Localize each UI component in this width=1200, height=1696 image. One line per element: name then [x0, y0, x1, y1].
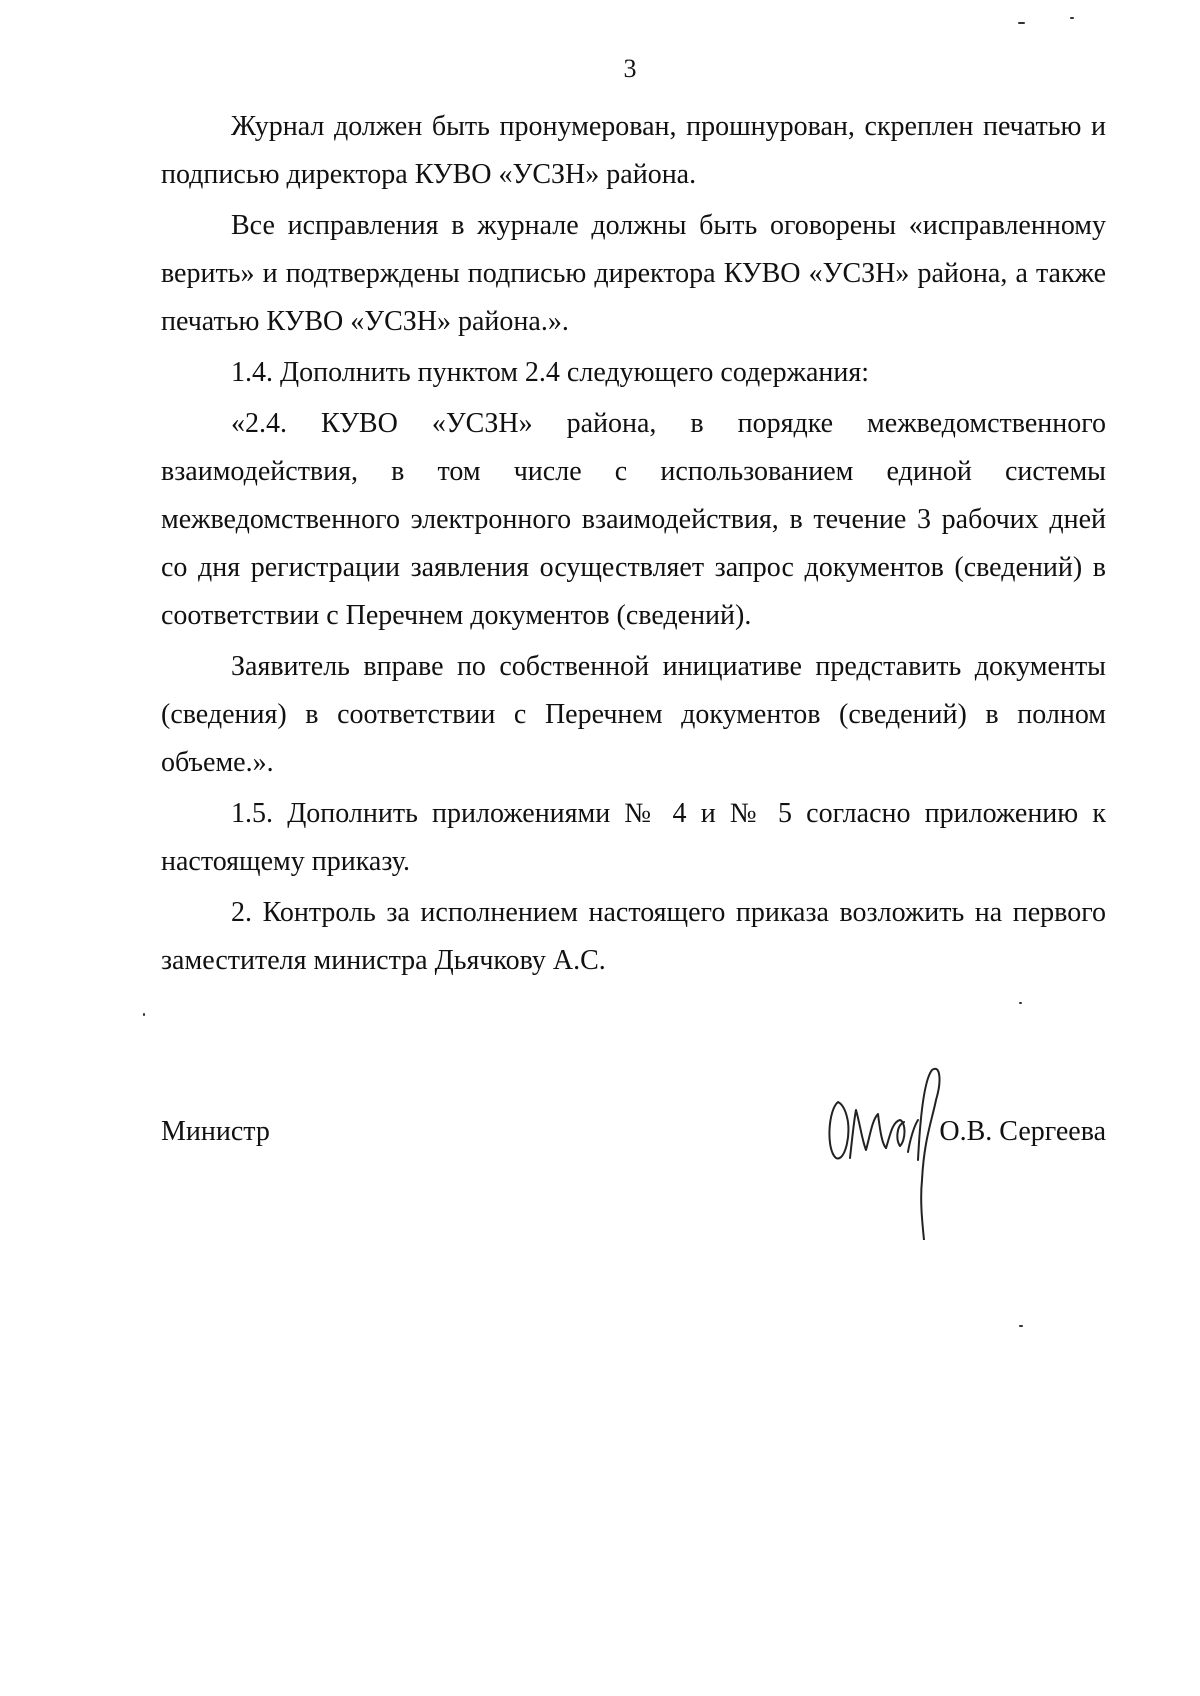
paragraph-item-1-4: 1.4. Дополнить пунктом 2.4 следующего содержания: [231, 357, 870, 388]
document-body [161, 103, 1106, 988]
scan-speck [1018, 22, 1025, 24]
signatory-name: О.В. Сергеева [939, 1116, 1106, 1147]
paragraph-applicant: Заявитель вправе по собственной инициативе представить документы (сведения) в соответствии с Перечнем документов (сведений) в полном объеме.». [161, 651, 1106, 778]
scan-speck [1019, 1325, 1023, 1327]
paragraph-item-1-5: 1.5. Дополнить приложениями № 4 и № 5 согласно приложению к настоящему приказу. [161, 798, 1106, 877]
scan-speck [1019, 1002, 1022, 1004]
scan-speck [1070, 17, 1074, 19]
paragraph-journal: Журнал должен быть пронумерован, прошнурован, скреплен печатью и подписью директора КУВО «УСЗН» района. [161, 111, 1106, 190]
handwritten-signature [820, 1040, 960, 1240]
paragraph-item-2-control: 2. Контроль за исполнением настоящего приказа возложить на первого заместителя министра Дьячкову А.С. [161, 897, 1106, 976]
paragraph-corrections: Все исправления в журнале должны быть оговорены «исправленному верить» и подтверждены подписью директора КУВО «УСЗН» района, а также печатью КУВО «УСЗН» района.». [161, 210, 1106, 337]
scan-speck [143, 1013, 145, 1016]
paragraph-clause-2-4: «2.4. КУВО «УСЗН» района, в порядке межведомственного взаимодействия, в том числе с использованием единой системы межведомственного электронного взаимодействия, в течение 3 рабочих дней со дня регистрации заявления осуществляет запрос документов (сведений) в соответствии с Перечнем документов (сведений). [161, 408, 1106, 631]
signature-block [161, 1108, 1106, 1158]
page-number: 3 [623, 54, 637, 83]
signatory-title: Министр [161, 1116, 270, 1147]
